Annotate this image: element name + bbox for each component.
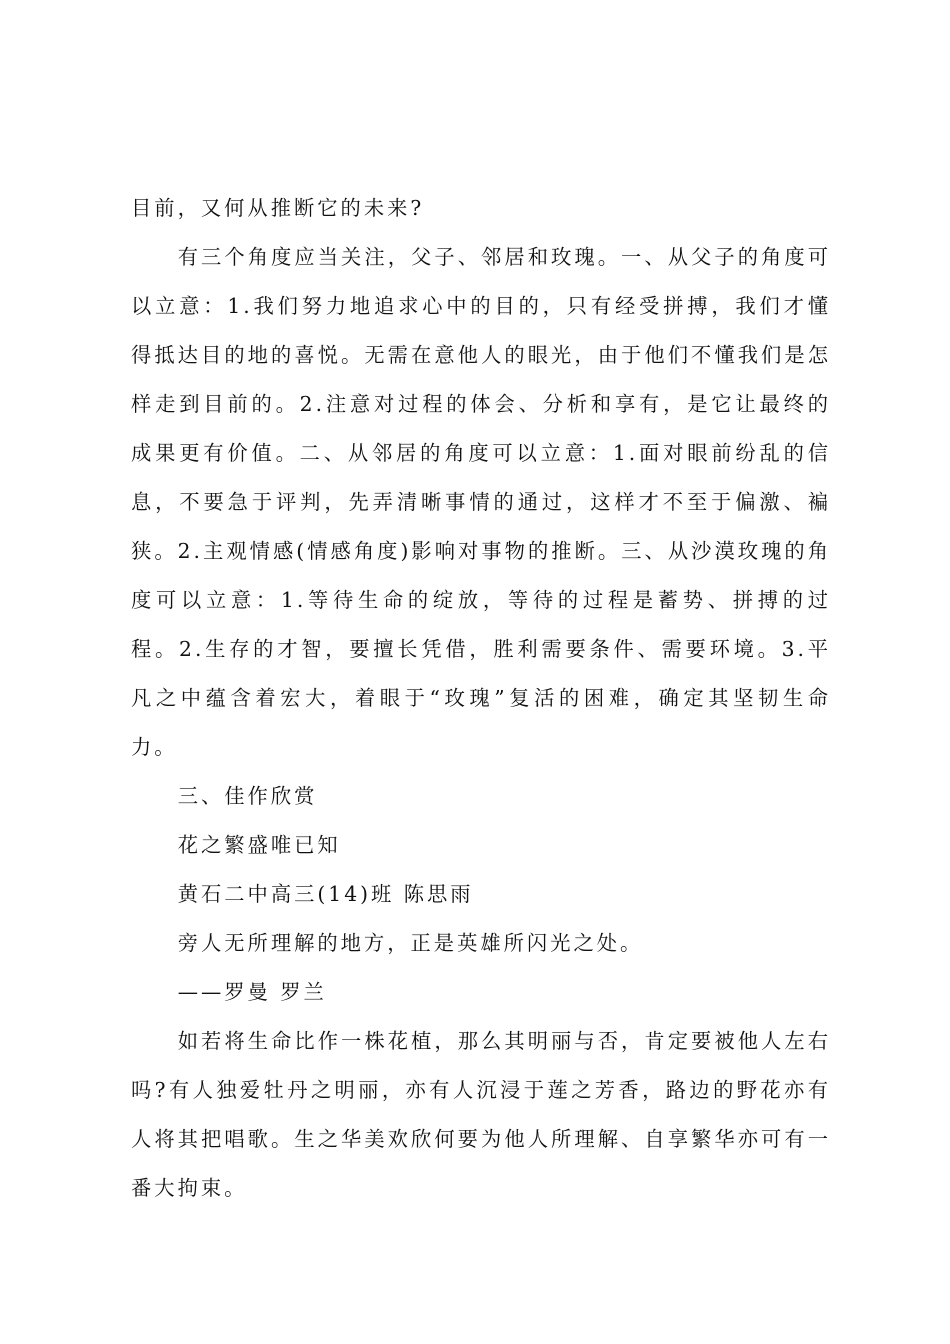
essay-title: 花之繁盛唯已知 — [177, 833, 341, 857]
paragraph-continuation: 目前，又何从推断它的未来? — [131, 196, 425, 220]
document-body — [131, 184, 831, 1213]
paragraph-analysis: 有三个角度应当关注，父子、邻居和玫瑰。一、从父子的角度可以立意：1.我们努力地追求心中的目的，只有经受拼搏，我们才懂得抵达目的地的喜悦。无需在意他人的眼光，由于他们不懂我们是怎样走到目前的。2.注意对过程的体会、分析和享有，是它让最终的成果更有价值。二、从邻居的角度可以立意：1.面对眼前纷乱的信息，不要急于评判，先弄清晰事情的通过，这样才不至于偏激、褊狭。2.主观情感(情感角度)影响对事物的推断。三、从沙漠玫瑰的角度可以立意：1.等待生命的绽放，等待的过程是蓄势、拼搏的过程。2.生存的才智，要擅长凭借，胜利需要条件、需要环境。3.平凡之中蕴含着宏大，着眼于“玫瑰”复活的困难，确定其坚韧生命力。 — [131, 245, 831, 759]
epigraph-attribution: ——罗曼 罗兰 — [177, 980, 327, 1004]
section-heading: 三、佳作欣赏 — [177, 784, 318, 808]
paragraph-essay-opening: 如若将生命比作一株花植，那么其明丽与否，肯定要被他人左右吗?有人独爱牡丹之明丽，亦有人沉浸于莲之芳香，路边的野花亦有人将其把唱歌。生之华美欢欣何要为他人所理解、自享繁华亦可有一番大拘束。 — [131, 1029, 831, 1200]
essay-author: 黄石二中高三(14)班 陈思雨 — [177, 882, 474, 906]
epigraph-quote: 旁人无所理解的地方，正是英雄所闪光之处。 — [177, 931, 644, 955]
